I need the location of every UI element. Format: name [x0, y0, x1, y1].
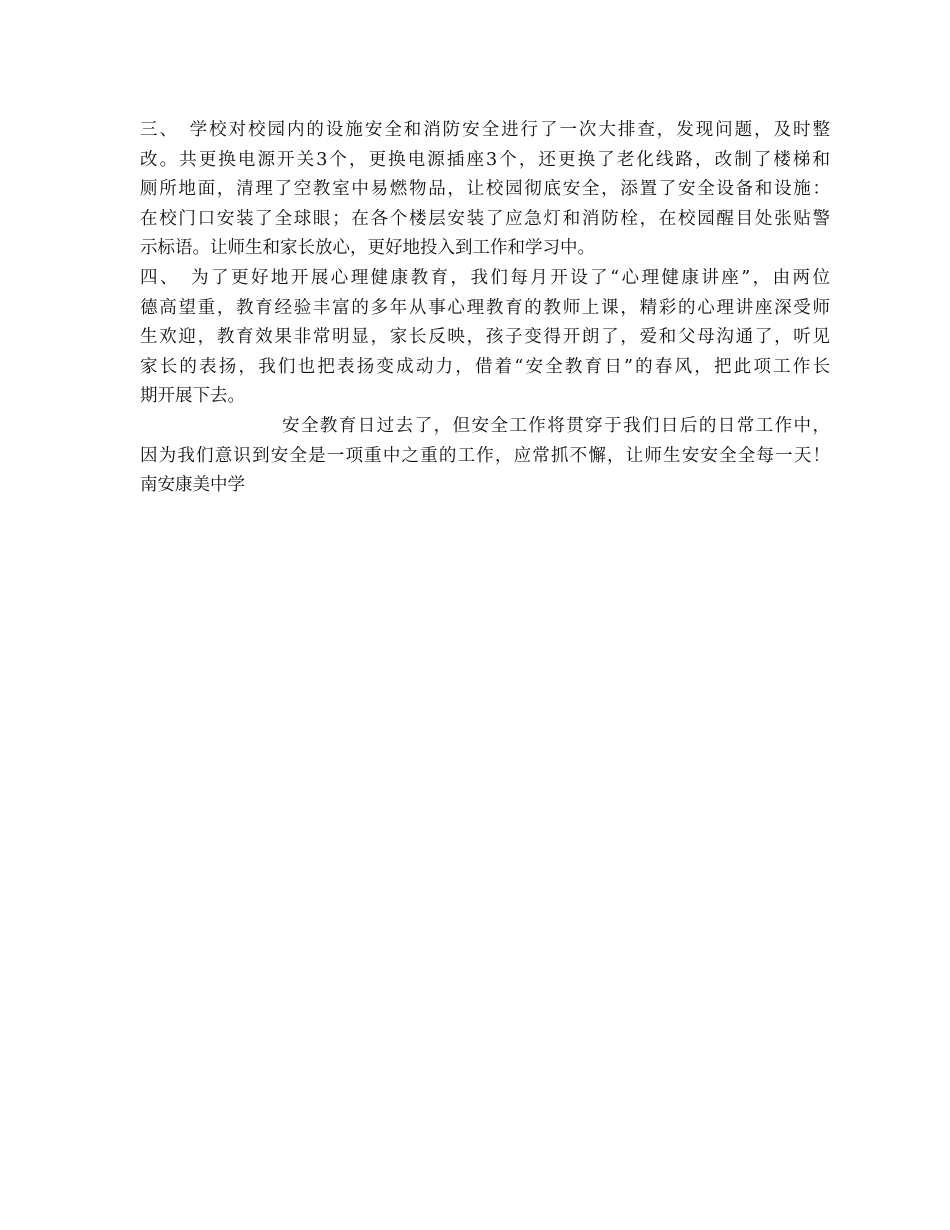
- text-line: 德高望重，教育经验丰富的多年从事心理教育的教师上课，精彩的心理讲座深受师: [140, 297, 830, 318]
- text-line: 示标语。让师生和家长放心，更好地投入到工作和学习中。: [140, 238, 595, 259]
- text-line: 安全教育日过去了，但安全工作将贯穿于我们日后的日常工作中，: [282, 415, 830, 436]
- text-line: 家长的表扬，我们也把表扬变成动力，借着“安全教育日”的春风，把此项工作长: [140, 356, 830, 377]
- text-line: 改。共更换电源开关3个，更换电源插座3个，还更换了老化线路，改制了楼梯和: [140, 149, 830, 170]
- signature-line: 南安康美中学: [140, 475, 245, 496]
- document-body: [140, 116, 830, 501]
- text-line: 四、 为了更好地开展心理健康教育，我们每月开设了“心理健康讲座”，由两位: [140, 267, 830, 288]
- text-line: 生欢迎，教育效果非常明显，家长反映，孩子变得开朗了，爱和父母沟通了，听见: [140, 327, 830, 348]
- text-line: 因为我们意识到安全是一项重中之重的工作，应常抓不懈，让师生安安全全每一天！: [140, 445, 830, 466]
- text-line: 期开展下去。: [140, 386, 245, 407]
- text-line: 厕所地面，清理了空教室中易燃物品，让校园彻底安全，添置了安全设备和设施：: [140, 179, 830, 200]
- text-line: 三、 学校对校园内的设施安全和消防安全进行了一次大排查，发现问题，及时整: [140, 120, 830, 140]
- text-line: 在校门口安装了全球眼；在各个楼层安装了应急灯和消防栓，在校园醒目处张贴警: [140, 208, 830, 229]
